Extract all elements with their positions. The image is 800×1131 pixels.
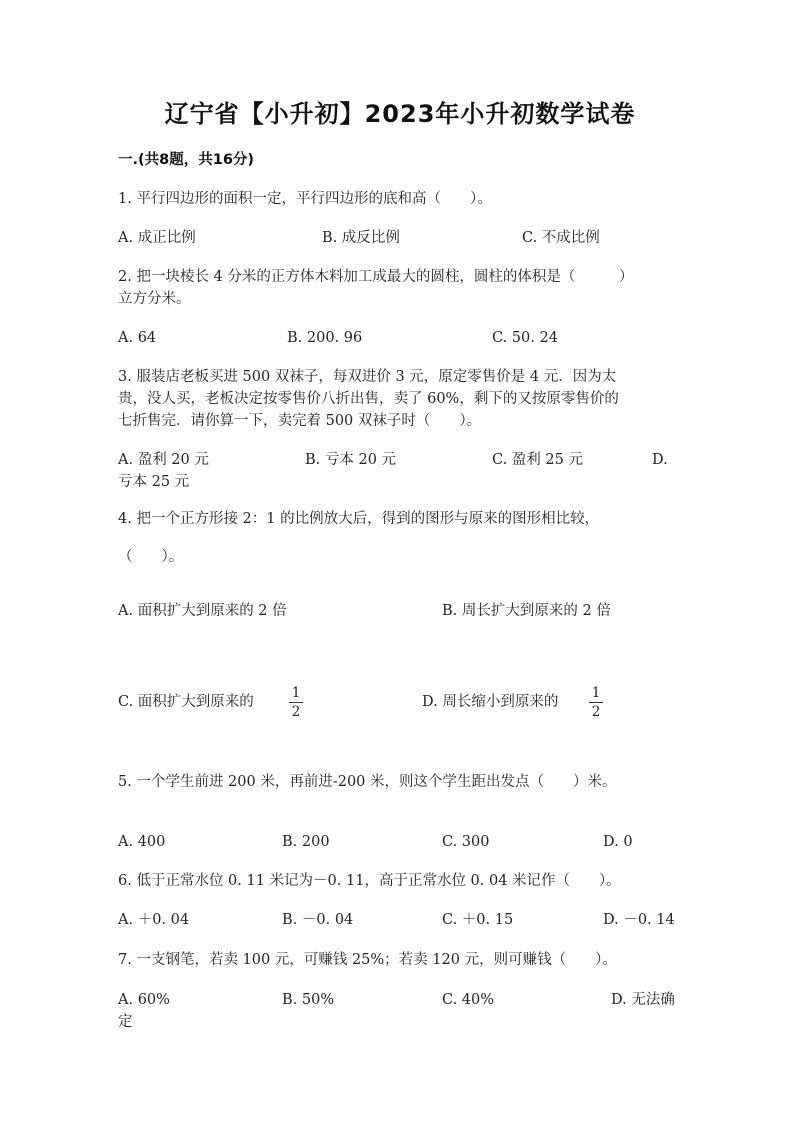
question-3-option-a: A. 盈利 20 元 xyxy=(118,452,209,468)
question-1-stem: 1. 平行四边形的面积一定，平行四边形的底和高（ ）。 xyxy=(118,191,492,207)
question-4-option-a: A. 面积扩大到原来的 2 倍 xyxy=(118,603,287,619)
question-4-option-c: C. 面积扩大到原来的 xyxy=(118,694,254,710)
page-title: 辽宁省【小升初】2023年小升初数学试卷 xyxy=(164,100,636,128)
question-4-option-b: B. 周长扩大到原来的 2 倍 xyxy=(442,603,611,619)
question-5-option-b: B. 200 xyxy=(282,834,330,850)
question-3-option-c: C. 盈利 25 元 xyxy=(492,452,583,468)
question-1-option-b: B. 成反比例 xyxy=(322,230,400,246)
question-3-stem-line-3: 七折售完．请你算一下，卖完着 500 双袜子时（ ）。 xyxy=(118,413,482,429)
fraction-bar xyxy=(589,702,603,703)
question-6-option-d: D. －0. 14 xyxy=(603,912,675,928)
fraction-numerator: 1 xyxy=(591,685,601,701)
question-5-option-c: C. 300 xyxy=(442,834,490,850)
fraction-numerator: 1 xyxy=(291,685,301,701)
question-6-option-a: A. ＋0. 04 xyxy=(118,912,190,928)
question-6-stem: 6. 低于正常水位 0. 11 米记为－0. 11，高于正常水位 0. 04 米记作（ ）。 xyxy=(118,873,621,889)
question-7-option-d-continued: 定 xyxy=(118,1014,133,1030)
question-7-option-b: B. 50% xyxy=(282,992,335,1008)
fraction-denominator: 2 xyxy=(591,704,601,720)
question-1-option-a: A. 成正比例 xyxy=(118,230,196,246)
question-5-stem: 5. 一个学生前进 200 米，再前进-200 米，则这个学生距出发点（ ）米。 xyxy=(118,774,617,790)
question-6-option-b: B. －0. 04 xyxy=(282,912,354,928)
question-4-stem-line-2: （ ）。 xyxy=(118,549,184,565)
question-7-stem: 7. 一支钢笔，若卖 100 元，可赚钱 25%；若卖 120 元，则可赚钱（ ）。 xyxy=(118,952,617,968)
question-3-option-d: D. xyxy=(652,452,668,468)
question-3-stem-line-1: 3. 服装店老板买进 500 双袜子，每双进价 3 元，原定零售价是 4 元．因为太 xyxy=(118,369,617,385)
question-2-option-b: B. 200. 96 xyxy=(287,330,363,346)
section-header: 一.(共8题，共16分) xyxy=(118,152,255,168)
question-3-stem-line-2: 贵，没人买，老板决定按零售价八折出售，卖了 60%，剩下的又按原零售价的 xyxy=(118,391,619,407)
question-4-option-d: D. 周长缩小到原来的 xyxy=(422,694,559,710)
question-2-option-a: A. 64 xyxy=(118,330,157,346)
fraction-denominator: 2 xyxy=(291,704,301,720)
question-4-option-d-fraction xyxy=(589,685,603,720)
question-5-option-d: D. 0 xyxy=(603,834,633,850)
question-4-stem-line-1: 4. 把一个正方形接 2：1 的比例放大后，得到的图形与原来的图形相比较， xyxy=(118,511,600,527)
question-3-option-b: B. 亏本 20 元 xyxy=(305,452,397,468)
question-6-option-c: C. ＋0. 15 xyxy=(442,912,514,928)
question-2-stem-line-2: 立方分米。 xyxy=(118,291,191,307)
question-7-option-d: D. 无法确 xyxy=(611,992,675,1008)
question-5-option-a: A. 400 xyxy=(118,834,166,850)
question-1-option-c: C. 不成比例 xyxy=(522,230,600,246)
fraction-bar xyxy=(289,702,303,703)
question-3-option-d-continued: 亏本 25 元 xyxy=(118,474,190,490)
question-7-option-c: C. 40% xyxy=(442,992,495,1008)
question-4-option-c-fraction xyxy=(289,685,303,720)
question-2-option-c: C. 50. 24 xyxy=(492,330,558,346)
question-7-option-a: A. 60% xyxy=(118,992,170,1008)
question-2-stem-line-1: 2. 把一块棱长 4 分米的正方体木料加工成最大的圆柱，圆柱的体积是（ ） xyxy=(118,269,634,285)
